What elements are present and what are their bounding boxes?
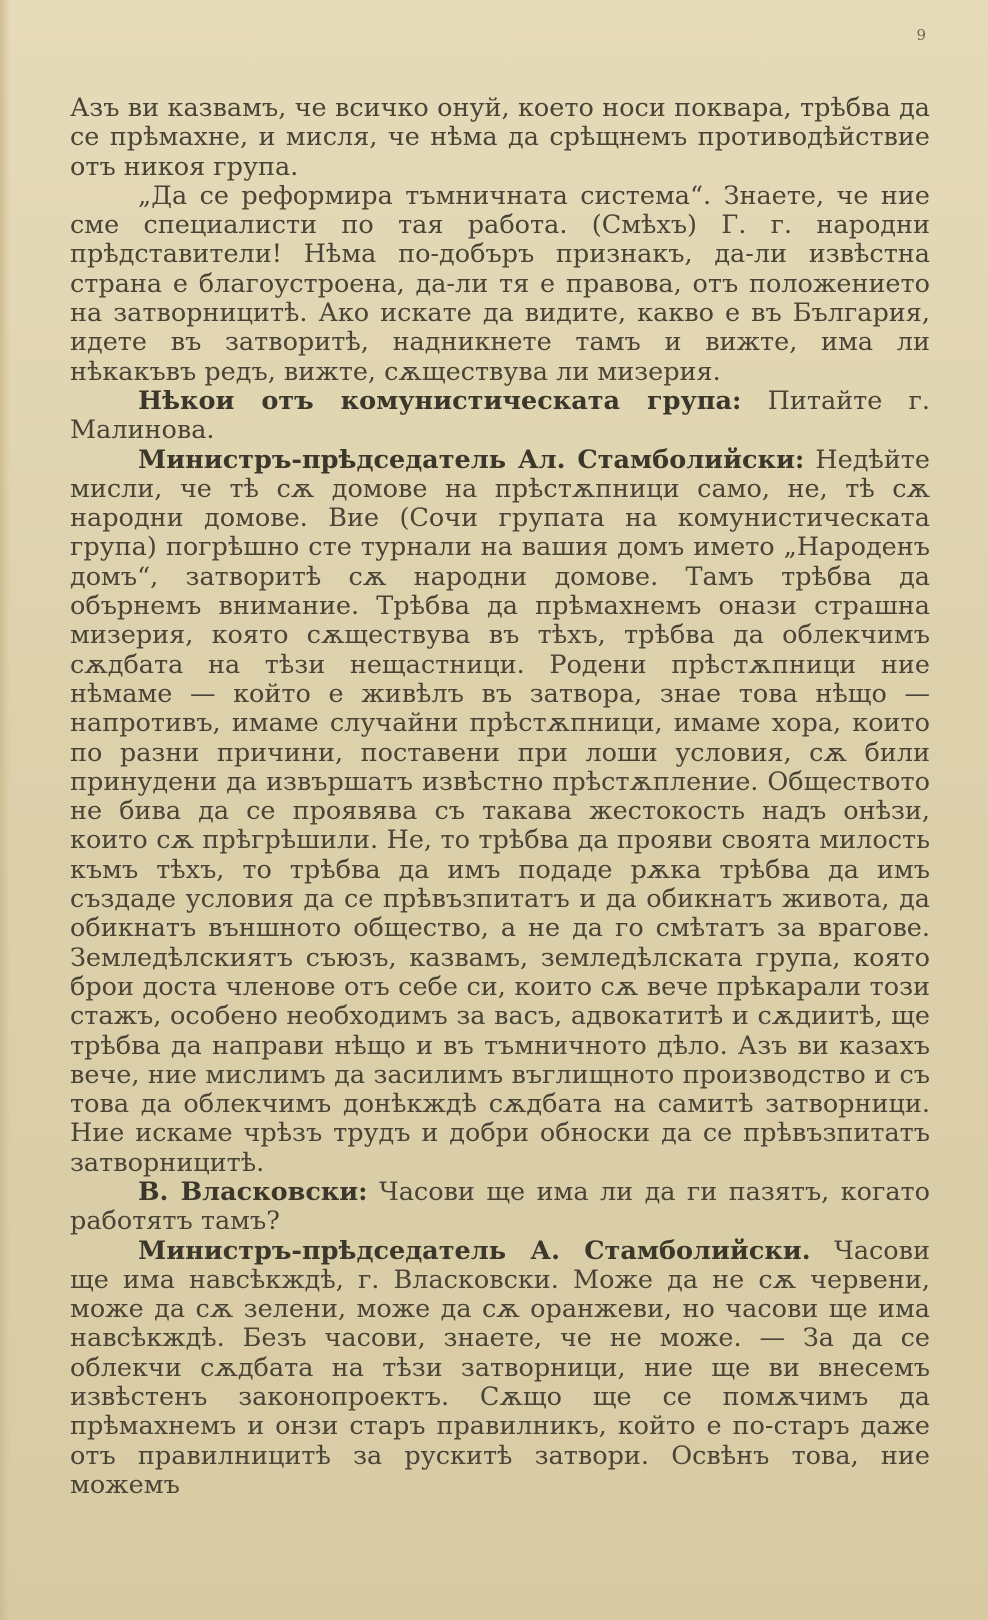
paragraph-text: Часови ще има ли да ги пазятъ, когато работятъ тамъ?: [70, 1176, 930, 1237]
paragraph-text: Азъ ви казвамъ, че всичко онуй, което носи поквара, трѣбва да се прѣмахне, и мисля, че нѣма да срѣщнемъ противодѣйствие отъ никоя група.: [70, 93, 930, 182]
paragraph-text: „Да се реформира тъмничната система“. Знаете, че ние сме специалисти по тая работа. (Смѣхъ) Г. г. народни прѣдставители! Нѣма по-добъръ признакъ, да-ли извѣстна страна е благоустроена, да-ли тя е правова, отъ положението на затворницитѣ. Ако искате да видите, какво е въ България, идете въ затворитѣ, надникнете тамъ и вижте, има ли нѣкакъвъ редъ, вижте, сѫществува ли мизерия.: [70, 180, 930, 387]
paragraph-1: [70, 94, 930, 182]
paragraph-6: [70, 1237, 930, 1501]
page-edge-shadow: [0, 0, 10, 1620]
speaker-label: Министръ-прѣдседатель А. Стамболийски.: [138, 1235, 811, 1266]
paragraph-text: Недѣйте мисли, че тѣ сѫ домове на прѣстѫпници само, не, тѣ сѫ народни домове. Вие (Сочи групата на комунистическата група) погрѣшно сте турнали на вашия домъ името „Народенъ домъ“, затворитѣ сѫ народни домове. Тамъ трѣбва да обърнемъ внимание. Трѣбва да прѣмахнемъ онази страшна мизерия, която сѫществува въ тѣхъ, трѣбва да облекчимъ сѫдбата на тѣзи нещастници. Родени прѣстѫпници ние нѣмаме — който е живѣлъ въ затвора, знае това нѣщо — напротивъ, имаме случайни прѣстѫпници, имаме хора, които по разни причини, поставени при лоши условия, сѫ били принудени да извършатъ извѣстно прѣстѫпление. Обществото не бива да се проявява съ такава жестокость надъ онѣзи, които сѫ прѣгрѣшили. Не, то трѣбва да прояви своята милость къмъ тѣхъ, то трѣбва да имъ подаде рѫка трѣбва да имъ създаде условия да се прѣвъзпитатъ и да обикнатъ живота, да обикнатъ външното общество, а не да го смѣтатъ за врагове. Земледѣлскиятъ съюзъ, казвамъ, земледѣлската група, която брои доста членове отъ себе си, които сѫ вече прѣкарали този стажъ, особено необходимъ за васъ, адвокатитѣ и сѫдиитѣ, ще трѣбва да направи нѣщо и въ тъмничното дѣло. Азъ ви казахъ вече, ние мислимъ да засилимъ въглищното производство и съ това да облекчимъ донѣкждѣ сѫдбата на самитѣ затворници. Ние искаме чрѣзъ трудъ и добри обноски да се прѣвъзпитатъ затворницитѣ.: [70, 444, 931, 1178]
paragraph-text: Питайте г. Малинова.: [70, 385, 931, 446]
speaker-label: В. Власковски:: [138, 1176, 368, 1207]
paragraph-3: [70, 387, 930, 446]
paragraph-text: Часови ще има навсѣкждѣ, г. Власковски. Може да не сѫ червени, може да сѫ зелени, може да сѫ оранжеви, но часови ще има навсѣкждѣ. Безъ часови, знаете, че не може. — За да се облекчи сѫдбата на тѣзи затворници, ние ще ви внесемъ извѣстенъ законопроектъ. Сѫщо ще се помѫчимъ да прѣмахнемъ и онзи старъ правилникъ, който е по-старъ даже отъ правилницитѣ за рускитѣ затвори. Освѣнъ това, ние можемъ: [70, 1235, 931, 1500]
paragraph-4: [70, 446, 930, 1178]
paragraph-5: [70, 1178, 930, 1237]
body-text: [70, 94, 930, 1500]
speaker-label: Министръ-прѣдседатель Ал. Стамболийски:: [138, 444, 805, 475]
page-number: 9: [916, 26, 926, 44]
speaker-label: Нѣкои отъ комунистическата група:: [138, 385, 742, 416]
paragraph-2: [70, 182, 930, 387]
